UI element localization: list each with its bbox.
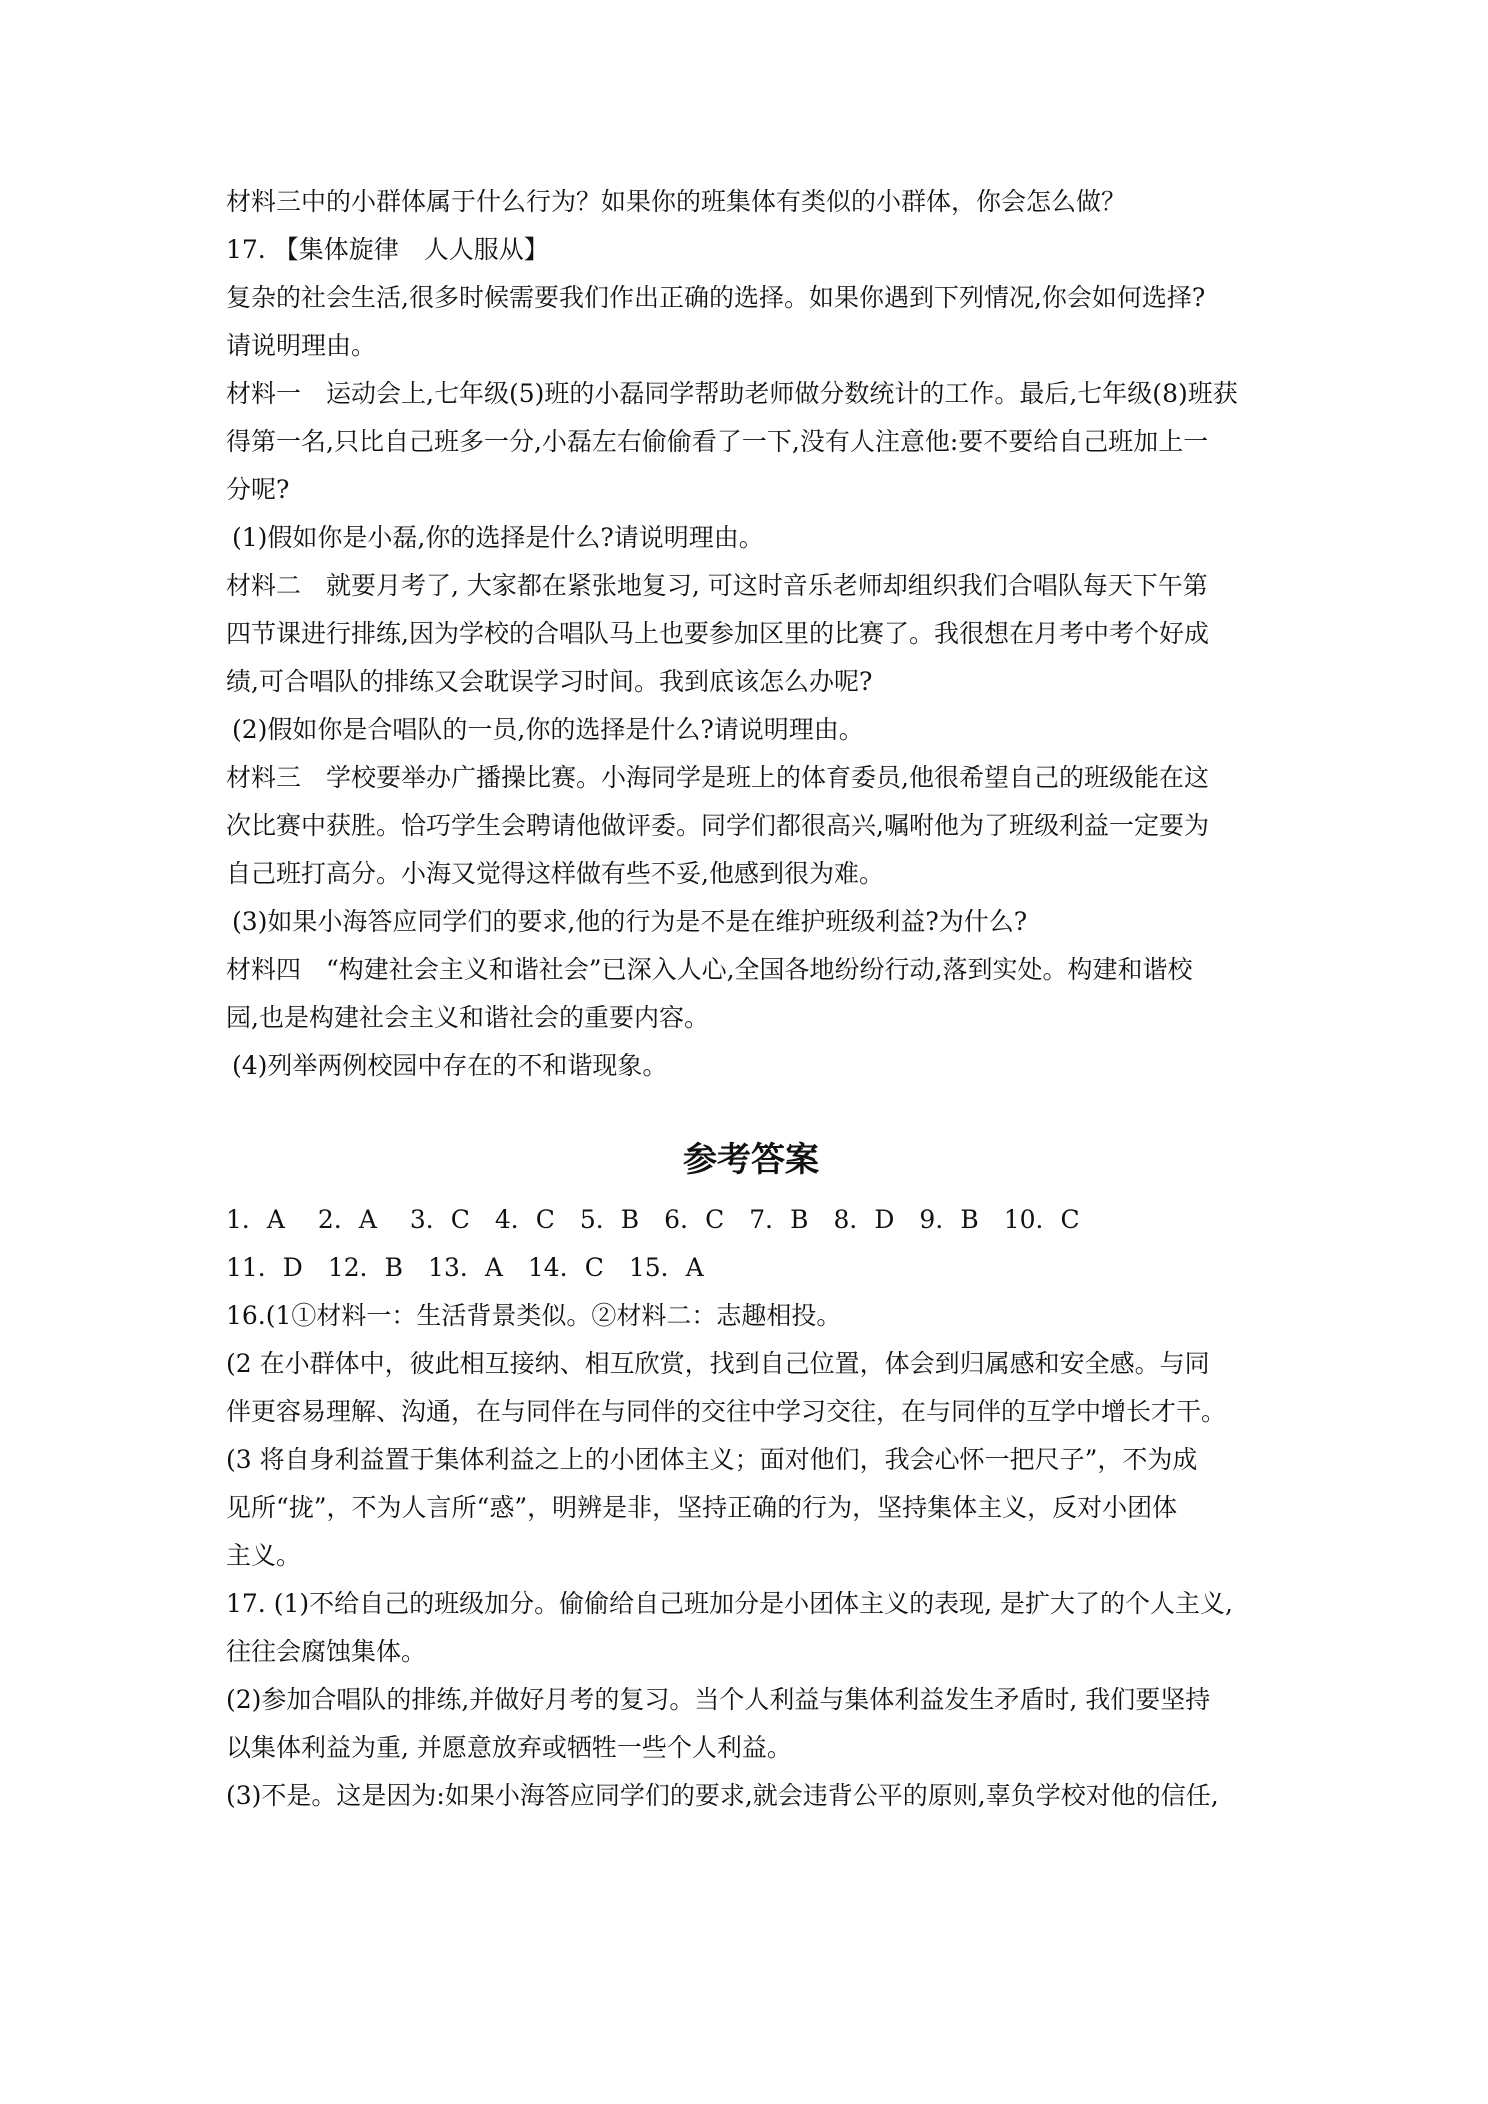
sub-question: (3)如果小海答应同学们的要求,他的行为是不是在维护班级利益?为什么?: [232, 907, 1028, 936]
material-line: 材料二 就要月考了, 大家都在紧张地复习, 可这时音乐老师却组织我们合唱队每天下午第: [226, 571, 1208, 600]
answer-line: 17. (1)不给自己的班级加分。偷偷给自己班加分是小团体主义的表现, 是扩大了的个人主义,: [226, 1589, 1233, 1618]
answer-line: 主义。: [226, 1541, 302, 1570]
answer-line: 1．A 2．A 3．C 4．C 5．B 6．C 7．B 8．D 9．B 10．C: [226, 1205, 1080, 1234]
answer-line: 以集体利益为重, 并愿意放弃或牺牲一些个人利益。: [226, 1733, 792, 1762]
answer-line: 往往会腐蚀集体。: [226, 1637, 427, 1666]
sub-question: (2)假如你是合唱队的一员,你的选择是什么?请说明理由。: [232, 715, 864, 744]
question-heading: 17. 【集体旋律 人人服从】: [226, 235, 549, 264]
material-line: 园,也是构建社会主义和谐社会的重要内容。: [226, 1003, 709, 1032]
answer-line: (3 将自身利益置于集体利益之上的小团体主义；面对他们，我会心怀一把尺子”，不为成: [226, 1445, 1198, 1474]
answer-line: 16.(1①材料一：生活背景类似。②材料二：志趣相投。: [226, 1301, 842, 1330]
answer-line: 见所“拢”，不为人言所“惑”，明辨是非，坚持正确的行为，坚持集体主义，反对小团体: [226, 1493, 1178, 1522]
material-line: 得第一名,只比自己班多一分,小磊左右偷偷看了一下,没有人注意他:要不要给自己班加上一: [226, 427, 1209, 456]
answer-line: 伴更容易理解、沟通，在与同伴在与同伴的交往中学习交往，在与同伴的互学中增长才干。: [226, 1397, 1227, 1426]
answer-title: 参考答案: [683, 1140, 819, 1180]
answer-line: 11．D 12．B 13．A 14．C 15．A: [226, 1253, 704, 1282]
material-line: 绩,可合唱队的排练又会耽误学习时间。我到底该怎么办呢?: [226, 667, 873, 696]
question-section: [226, 178, 1276, 1090]
answer-line: (2)参加合唱队的排练,并做好月考的复习。当个人利益与集体利益发生矛盾时, 我们要坚持: [226, 1685, 1211, 1714]
material-line: 材料三 学校要举办广播操比赛。小海同学是班上的体育委员,他很希望自己的班级能在这: [226, 763, 1209, 792]
answer-section: [226, 1196, 1276, 1820]
material-line: 次比赛中获胜。恰巧学生会聘请他做评委。同学们都很高兴,嘱咐他为了班级利益一定要为: [226, 811, 1209, 840]
question-line: 复杂的社会生活,很多时候需要我们作出正确的选择。如果你遇到下列情况,你会如何选择?: [226, 283, 1206, 312]
material-line: 材料一 运动会上,七年级(5)班的小磊同学帮助老师做分数统计的工作。最后,七年级(8)班获: [226, 379, 1238, 408]
page-content: [226, 178, 1276, 1820]
material-line: 材料四 “构建社会主义和谐社会”已深入人心,全国各地纷纷行动,落到实处。构建和谐校: [226, 955, 1193, 984]
sub-question: (4)列举两例校园中存在的不和谐现象。: [232, 1051, 668, 1080]
question-line: 材料三中的小群体属于什么行为？如果你的班集体有类似的小群体，你会怎么做？: [226, 187, 1127, 216]
material-line: 自己班打高分。小海又觉得这样做有些不妥,他感到很为难。: [226, 859, 884, 888]
material-line: 四节课进行排练,因为学校的合唱队马上也要参加区里的比赛了。我很想在月考中考个好成: [226, 619, 1209, 648]
answer-line: (3)不是。这是因为:如果小海答应同学们的要求,就会违背公平的原则,辜负学校对他的信任,: [226, 1781, 1219, 1810]
sub-question: (1)假如你是小磊,你的选择是什么?请说明理由。: [232, 523, 764, 552]
material-line: 分呢?: [226, 475, 290, 504]
answer-line: (2 在小群体中，彼此相互接纳、相互欣赏，找到自己位置，体会到归属感和安全感。与同: [226, 1349, 1210, 1378]
question-line: 请说明理由。: [226, 331, 377, 360]
